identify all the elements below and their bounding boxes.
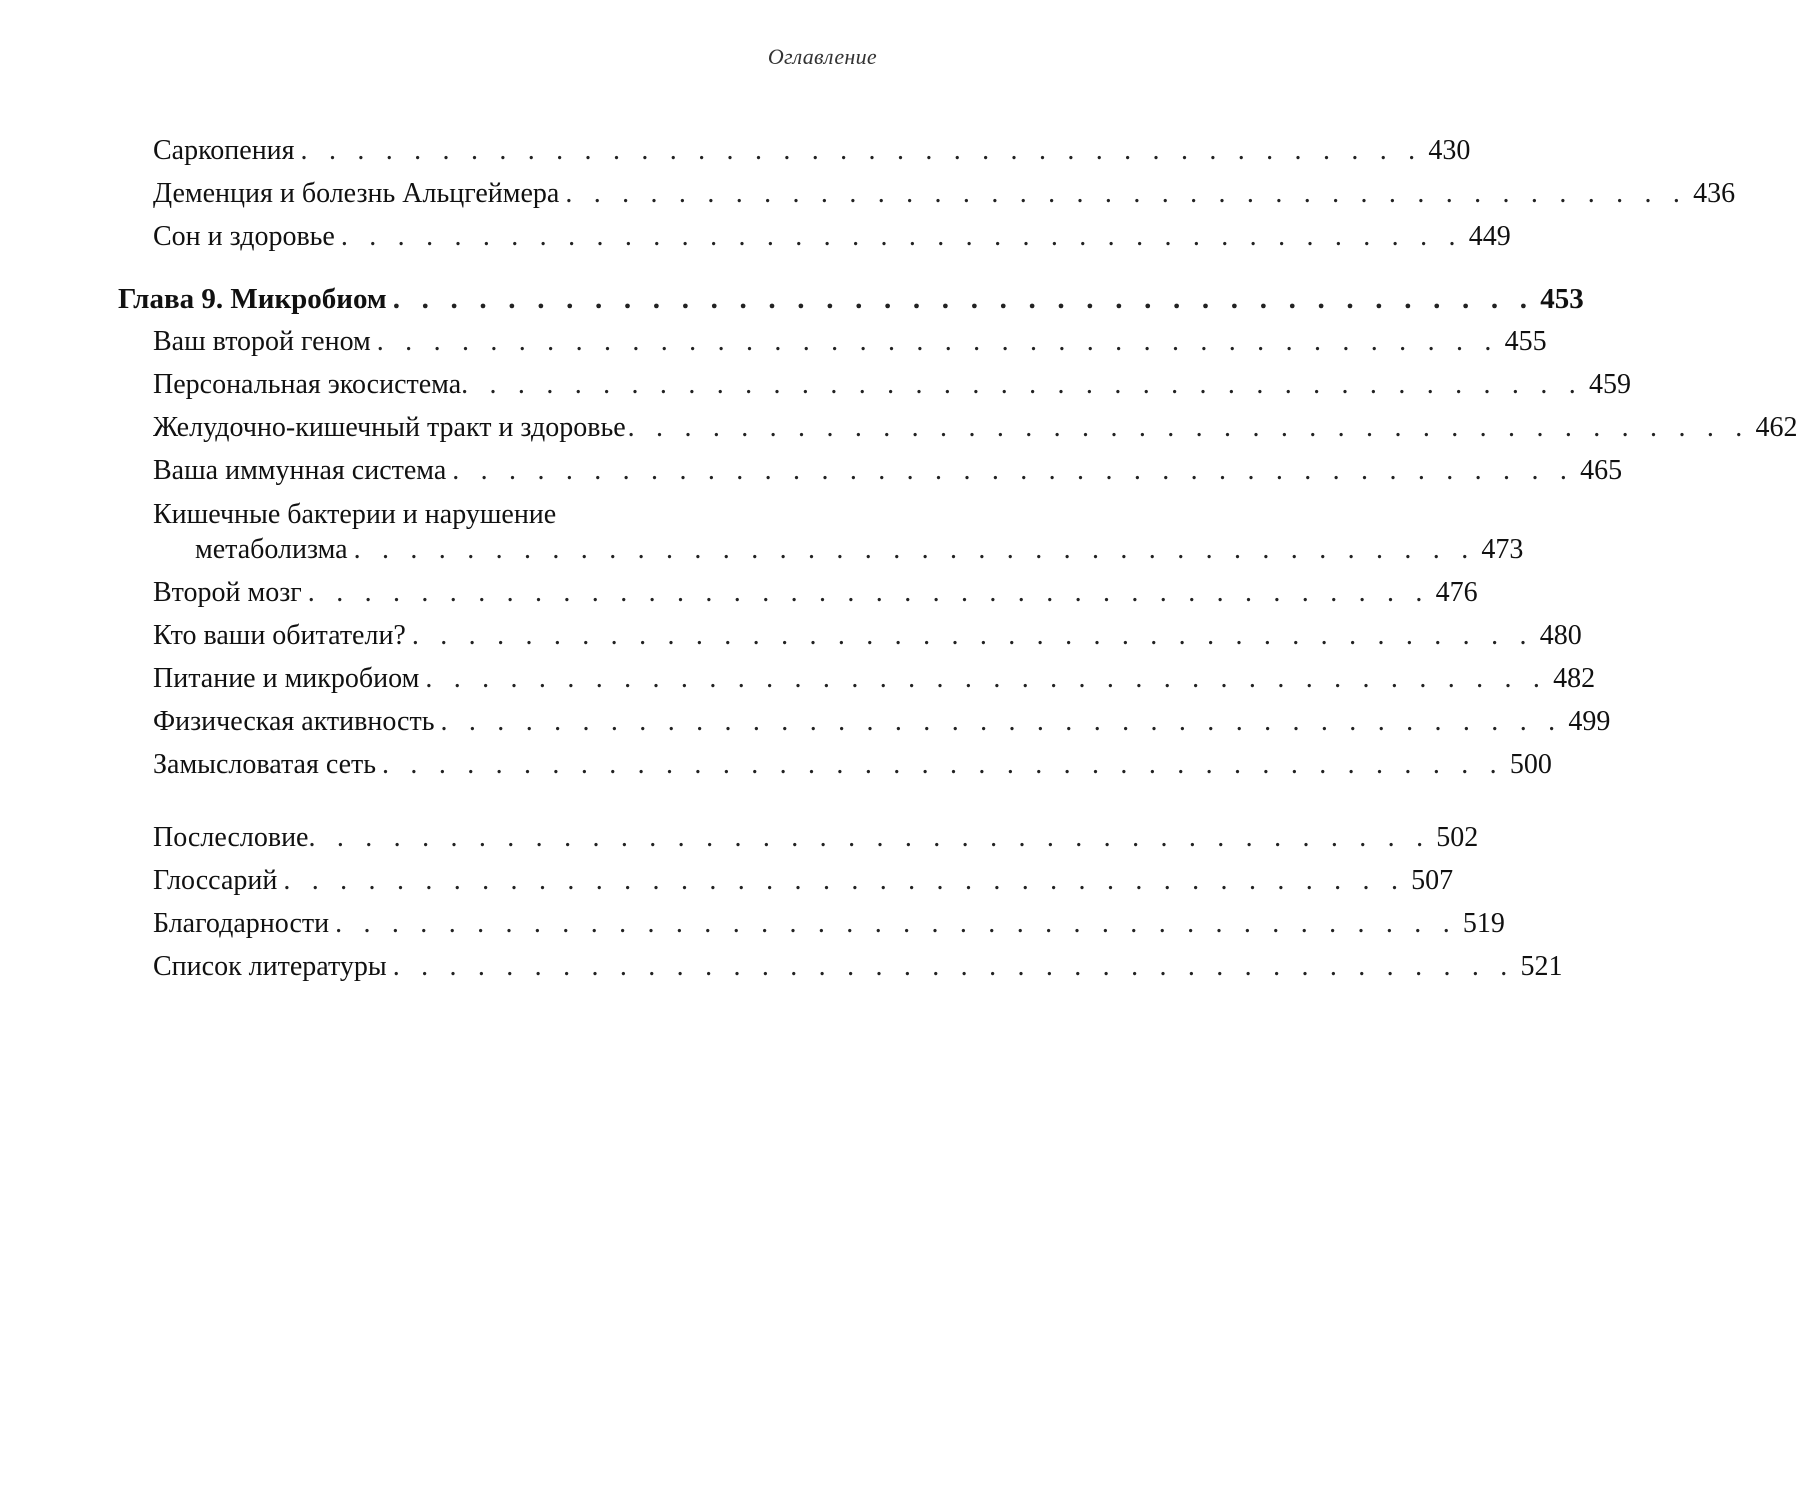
- toc-entry-page: 480: [1539, 620, 1582, 651]
- toc-entry-intricate-network[interactable]: [153, 746, 1552, 784]
- toc-entry-page: 465: [1580, 455, 1623, 486]
- toc-entry-afterword[interactable]: [153, 819, 1479, 857]
- toc-entry-title: Второй мозг: [153, 577, 302, 608]
- toc-entry-title: Ваша иммунная система: [153, 455, 447, 486]
- toc-entry-inhabitants[interactable]: [153, 617, 1582, 655]
- dot-leader: . . . . . . . . . . . . . . . . . . . . . . . . . . . . . . . . . . . . . . . .: [353, 534, 1476, 565]
- dot-leader: . . . . . . . . . . . . . . . . . . . . . . . . . . . . . . . . . . . . . . . .: [411, 620, 1534, 651]
- toc-chapter-9[interactable]: [118, 280, 1584, 318]
- toc-entry-title: Замысловатая сеть: [153, 749, 377, 780]
- toc-entry-page: 476: [1435, 577, 1478, 608]
- dot-leader: . . . . . . . . . . . . . . . . . . . . . . . . . . . . . . . . . . . . . . . .: [627, 412, 1750, 443]
- dot-leader: . . . . . . . . . . . . . . . . . . . . . . . . . . . . . . . . . . . . . . . .: [283, 865, 1406, 896]
- toc-entry-title: Ваш второй геном: [153, 326, 371, 357]
- toc-entry-page: 521: [1520, 951, 1563, 982]
- dot-leader: . . . . . . . . . . . . . . . . . . . . . . . . . . . . . . . . . . . . . . . .: [392, 283, 1535, 315]
- dot-leader: . . . . . . . . . . . . . . . . . . . . . . . . . . . . . . . . . . . . . . . .: [461, 369, 1583, 400]
- toc-entry-page: 482: [1553, 663, 1596, 694]
- toc-entry-nutrition[interactable]: [153, 660, 1596, 698]
- toc-entry-page: 430: [1428, 135, 1471, 166]
- toc-entry-title: Список литературы: [153, 951, 387, 982]
- toc-entry-page: 500: [1509, 749, 1552, 780]
- toc-entry-gi-tract[interactable]: [153, 409, 1797, 447]
- toc-entry-dementia[interactable]: [153, 175, 1736, 213]
- toc-entry-page: 519: [1462, 908, 1505, 939]
- toc-entry-page: 449: [1468, 221, 1511, 252]
- toc-entry-title-cont: метаболизма: [195, 534, 348, 565]
- dot-leader: . . . . . . . . . . . . . . . . . . . . . . . . . . . . . . . . . . . . . . . .: [335, 908, 1457, 939]
- toc-entry-page: 436: [1693, 178, 1736, 209]
- toc-entry-title: Благодарности: [153, 908, 330, 939]
- toc-entry-title: Сон и здоровье: [153, 221, 335, 252]
- dot-leader: . . . . . . . . . . . . . . . . . . . . . . . . . . . . . . . . . . . . . . . .: [452, 455, 1575, 486]
- toc-entry-physical-activity[interactable]: [153, 703, 1611, 741]
- dot-leader: . . . . . . . . . . . . . . . . . . . . . . . . . . . . . . . . . . . . . . . .: [376, 326, 1499, 357]
- dot-leader: . . . . . . . . . . . . . . . . . . . . . . . . . . . . . . . . . . . . . . . .: [308, 822, 1431, 853]
- toc-entry-title-line1: Кишечные бактерии и нарушение: [153, 499, 557, 530]
- dot-leader: . . . . . . . . . . . . . . . . . . . . . . . . . . . . . . . . . . . . . . . .: [382, 749, 1504, 780]
- dot-leader: . . . . . . . . . . . . . . . . . . . . . . . . . . . . . . . . . . . . . . . .: [307, 577, 1430, 608]
- toc-entry-title: Кто ваши обитатели?: [153, 620, 406, 651]
- toc-entry-glossary[interactable]: [153, 862, 1454, 900]
- running-head: Оглавление: [767, 44, 877, 69]
- toc-entry-immune-system[interactable]: [153, 452, 1623, 490]
- dot-leader: . . . . . . . . . . . . . . . . . . . . . . . . . . . . . . . . . . . . . . . .: [425, 663, 1548, 694]
- toc-entry-title: Персональная экосистема: [153, 369, 462, 400]
- dot-leader: . . . . . . . . . . . . . . . . . . . . . . . . . . . . . . . . . . . . . . . .: [565, 178, 1688, 209]
- toc-entry-second-brain[interactable]: [153, 574, 1478, 612]
- dot-leader: . . . . . . . . . . . . . . . . . . . . . . . . . . . . . . . . . . . . . . . .: [440, 706, 1563, 737]
- toc-entry-page: 462: [1755, 412, 1797, 443]
- toc-entry-page: 507: [1411, 865, 1454, 896]
- toc-entry-ecosystem[interactable]: [153, 366, 1631, 404]
- toc-entry-second-genome[interactable]: [153, 323, 1547, 361]
- toc-chapter-title: Глава 9. Микробиом: [118, 283, 387, 315]
- dot-leader: . . . . . . . . . . . . . . . . . . . . . . . . . . . . . . . . . . . . . . . .: [392, 951, 1515, 982]
- toc-entry-acknowledgements[interactable]: [153, 905, 1505, 943]
- toc-entry-title: Физическая активность: [153, 706, 435, 737]
- dot-leader: . . . . . . . . . . . . . . . . . . . . . . . . . . . . . . . . . . . . . . . .: [340, 221, 1463, 252]
- toc-chapter-page: 453: [1540, 283, 1584, 315]
- toc-entry-title: Желудочно-кишечный тракт и здоровье: [153, 412, 626, 443]
- toc-entry-page: 459: [1588, 369, 1631, 400]
- toc-entry-gut-bacteria[interactable]: [195, 531, 1524, 569]
- toc-entry-title: Послесловие: [153, 822, 309, 853]
- toc-entry-page: 473: [1481, 534, 1524, 565]
- toc-entry-title: Деменция и болезнь Альцгеймера: [153, 178, 560, 209]
- toc-entry-page: 499: [1568, 706, 1611, 737]
- toc-entry-references[interactable]: [153, 948, 1563, 986]
- toc-entry-title: Глоссарий: [153, 865, 278, 896]
- toc-entry-title: Питание и микробиом: [153, 663, 420, 694]
- toc-entry-sarcopenia[interactable]: [153, 132, 1471, 170]
- toc-entry-page: 502: [1436, 822, 1479, 853]
- toc-entry-sleep[interactable]: [153, 218, 1511, 256]
- dot-leader: . . . . . . . . . . . . . . . . . . . . . . . . . . . . . . . . . . . . . . . .: [300, 135, 1423, 166]
- toc-entry-title: Саркопения: [153, 135, 295, 166]
- toc-entry-page: 455: [1504, 326, 1547, 357]
